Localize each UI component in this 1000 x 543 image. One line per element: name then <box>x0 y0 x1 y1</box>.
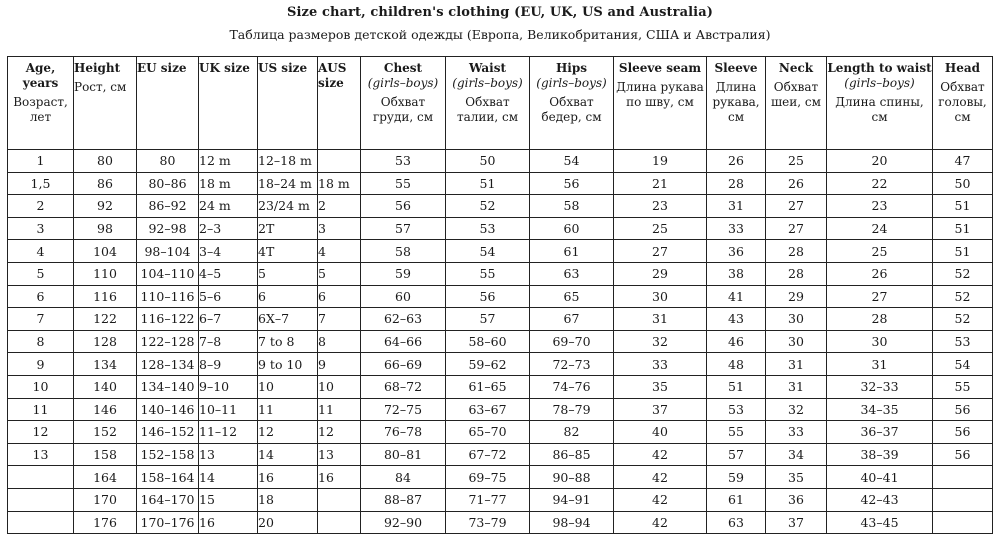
cell-uk-size: 10–11 <box>199 398 258 421</box>
cell-height: 134 <box>74 353 137 376</box>
cell-uk-size: 8–9 <box>199 353 258 376</box>
cell-aus-size: 4 <box>318 240 361 263</box>
header-length-to-waist: Length to waist (girls–boys) Длина спины, см <box>827 57 933 150</box>
cell-head: 52 <box>933 308 993 331</box>
cell-waist: 53 <box>446 217 530 240</box>
cell-head: 51 <box>933 217 993 240</box>
cell-sleeve: 38 <box>707 262 766 285</box>
cell-hips: 54 <box>530 150 614 173</box>
cell-aus-size: 6 <box>318 285 361 308</box>
cell-eu-size: 170–176 <box>137 511 199 534</box>
cell-sleeve: 26 <box>707 150 766 173</box>
cell-aus-size: 3 <box>318 217 361 240</box>
cell-sleeve-seam: 19 <box>614 150 707 173</box>
table-row <box>8 488 993 511</box>
cell-aus-size: 2 <box>318 195 361 218</box>
cell-eu-size: 146–152 <box>137 421 199 444</box>
cell-head <box>933 466 993 489</box>
cell-age: 2 <box>8 195 74 218</box>
cell-chest: 64–66 <box>361 330 446 353</box>
cell-height: 86 <box>74 172 137 195</box>
cell-head: 51 <box>933 195 993 218</box>
header-chest: Chest (girls–boys) Обхват груди, см <box>361 57 446 150</box>
cell-waist: 73–79 <box>446 511 530 534</box>
cell-height: 116 <box>74 285 137 308</box>
table-row <box>8 443 993 466</box>
cell-sleeve-seam: 23 <box>614 195 707 218</box>
table-row <box>8 195 993 218</box>
cell-length-to-waist: 20 <box>827 150 933 173</box>
cell-sleeve-seam: 42 <box>614 443 707 466</box>
cell-age: 10 <box>8 375 74 398</box>
cell-age: 13 <box>8 443 74 466</box>
cell-us-size: 16 <box>258 466 318 489</box>
cell-sleeve-seam: 37 <box>614 398 707 421</box>
cell-age <box>8 466 74 489</box>
cell-neck: 31 <box>766 375 827 398</box>
cell-eu-size: 104–110 <box>137 262 199 285</box>
cell-uk-size: 3–4 <box>199 240 258 263</box>
cell-us-size: 11 <box>258 398 318 421</box>
header-height: Height Рост, см <box>74 57 137 150</box>
cell-height: 98 <box>74 217 137 240</box>
cell-aus-size: 8 <box>318 330 361 353</box>
table-row <box>8 398 993 421</box>
table-row <box>8 330 993 353</box>
cell-neck: 26 <box>766 172 827 195</box>
table-row <box>8 285 993 308</box>
cell-us-size: 6X–7 <box>258 308 318 331</box>
cell-waist: 65–70 <box>446 421 530 444</box>
header-sleeve-seam: Sleeve seam Длина рукава по шву, см <box>614 57 707 150</box>
cell-height: 122 <box>74 308 137 331</box>
cell-height: 104 <box>74 240 137 263</box>
cell-head <box>933 511 993 534</box>
cell-sleeve-seam: 25 <box>614 217 707 240</box>
cell-height: 152 <box>74 421 137 444</box>
table-row <box>8 150 993 173</box>
cell-sleeve-seam: 21 <box>614 172 707 195</box>
cell-us-size: 18–24 m <box>258 172 318 195</box>
cell-height: 158 <box>74 443 137 466</box>
header-neck: Neck Обхват шеи, см <box>766 57 827 150</box>
cell-neck: 28 <box>766 262 827 285</box>
cell-height: 92 <box>74 195 137 218</box>
table-row <box>8 421 993 444</box>
cell-uk-size: 11–12 <box>199 421 258 444</box>
table-row <box>8 217 993 240</box>
cell-sleeve: 31 <box>707 195 766 218</box>
cell-hips: 98–94 <box>530 511 614 534</box>
cell-length-to-waist: 26 <box>827 262 933 285</box>
cell-age: 7 <box>8 308 74 331</box>
cell-waist: 50 <box>446 150 530 173</box>
cell-length-to-waist: 34–35 <box>827 398 933 421</box>
cell-sleeve: 57 <box>707 443 766 466</box>
cell-neck: 30 <box>766 330 827 353</box>
cell-length-to-waist: 23 <box>827 195 933 218</box>
cell-uk-size: 18 m <box>199 172 258 195</box>
cell-sleeve: 28 <box>707 172 766 195</box>
table-row <box>8 466 993 489</box>
cell-age: 9 <box>8 353 74 376</box>
cell-chest: 59 <box>361 262 446 285</box>
cell-sleeve-seam: 42 <box>614 488 707 511</box>
cell-aus-size: 11 <box>318 398 361 421</box>
cell-uk-size: 24 m <box>199 195 258 218</box>
cell-age: 11 <box>8 398 74 421</box>
cell-neck: 37 <box>766 511 827 534</box>
cell-neck: 36 <box>766 488 827 511</box>
cell-us-size: 2T <box>258 217 318 240</box>
cell-uk-size: 6–7 <box>199 308 258 331</box>
cell-chest: 76–78 <box>361 421 446 444</box>
header-hips: Hips (girls–boys) Обхват бедер, см <box>530 57 614 150</box>
cell-sleeve: 63 <box>707 511 766 534</box>
cell-eu-size: 80 <box>137 150 199 173</box>
cell-sleeve-seam: 35 <box>614 375 707 398</box>
cell-uk-size: 7–8 <box>199 330 258 353</box>
cell-eu-size: 98–104 <box>137 240 199 263</box>
cell-sleeve: 55 <box>707 421 766 444</box>
cell-eu-size: 80–86 <box>137 172 199 195</box>
header-us-size: US size <box>258 57 318 150</box>
cell-aus-size: 10 <box>318 375 361 398</box>
cell-us-size: 7 to 8 <box>258 330 318 353</box>
cell-waist: 58–60 <box>446 330 530 353</box>
cell-head: 55 <box>933 375 993 398</box>
cell-height: 128 <box>74 330 137 353</box>
cell-head: 47 <box>933 150 993 173</box>
cell-chest: 80–81 <box>361 443 446 466</box>
cell-us-size: 18 <box>258 488 318 511</box>
table-row <box>8 511 993 534</box>
header-uk-size: UK size <box>199 57 258 150</box>
table-row <box>8 172 993 195</box>
cell-uk-size: 5–6 <box>199 285 258 308</box>
cell-waist: 54 <box>446 240 530 263</box>
cell-head <box>933 488 993 511</box>
table-row <box>8 375 993 398</box>
cell-neck: 27 <box>766 217 827 240</box>
cell-sleeve-seam: 33 <box>614 353 707 376</box>
cell-neck: 31 <box>766 353 827 376</box>
cell-hips: 72–73 <box>530 353 614 376</box>
cell-neck: 33 <box>766 421 827 444</box>
cell-waist: 67–72 <box>446 443 530 466</box>
cell-uk-size: 2–3 <box>199 217 258 240</box>
cell-sleeve: 53 <box>707 398 766 421</box>
cell-sleeve: 46 <box>707 330 766 353</box>
cell-sleeve-seam: 31 <box>614 308 707 331</box>
cell-eu-size: 152–158 <box>137 443 199 466</box>
cell-sleeve-seam: 29 <box>614 262 707 285</box>
cell-neck: 35 <box>766 466 827 489</box>
cell-uk-size: 13 <box>199 443 258 466</box>
cell-eu-size: 140–146 <box>137 398 199 421</box>
cell-head: 50 <box>933 172 993 195</box>
cell-hips: 58 <box>530 195 614 218</box>
cell-age: 3 <box>8 217 74 240</box>
cell-hips: 69–70 <box>530 330 614 353</box>
cell-sleeve-seam: 42 <box>614 466 707 489</box>
cell-height: 110 <box>74 262 137 285</box>
cell-length-to-waist: 36–37 <box>827 421 933 444</box>
cell-height: 140 <box>74 375 137 398</box>
cell-head: 52 <box>933 262 993 285</box>
cell-chest: 88–87 <box>361 488 446 511</box>
cell-length-to-waist: 30 <box>827 330 933 353</box>
cell-length-to-waist: 31 <box>827 353 933 376</box>
cell-chest: 60 <box>361 285 446 308</box>
page-title: Size chart, children's clothing (EU, UK, US and Australia) <box>287 5 713 20</box>
cell-sleeve-seam: 40 <box>614 421 707 444</box>
cell-eu-size: 122–128 <box>137 330 199 353</box>
cell-hips: 78–79 <box>530 398 614 421</box>
header-eu-size: EU size <box>137 57 199 150</box>
table-row <box>8 240 993 263</box>
cell-waist: 71–77 <box>446 488 530 511</box>
cell-aus-size <box>318 488 361 511</box>
cell-hips: 90–88 <box>530 466 614 489</box>
cell-waist: 51 <box>446 172 530 195</box>
cell-sleeve: 43 <box>707 308 766 331</box>
cell-head: 54 <box>933 353 993 376</box>
cell-length-to-waist: 42–43 <box>827 488 933 511</box>
cell-length-to-waist: 22 <box>827 172 933 195</box>
header-aus-size: AUS size <box>318 57 361 150</box>
header-age: Age, years Возраст, лет <box>8 57 74 150</box>
cell-hips: 86–85 <box>530 443 614 466</box>
cell-length-to-waist: 43–45 <box>827 511 933 534</box>
cell-chest: 92–90 <box>361 511 446 534</box>
cell-age: 1,5 <box>8 172 74 195</box>
cell-height: 80 <box>74 150 137 173</box>
cell-eu-size: 116–122 <box>137 308 199 331</box>
cell-age <box>8 488 74 511</box>
cell-sleeve-seam: 42 <box>614 511 707 534</box>
header-row <box>8 57 993 150</box>
cell-waist: 63–67 <box>446 398 530 421</box>
cell-hips: 94–91 <box>530 488 614 511</box>
cell-uk-size: 14 <box>199 466 258 489</box>
cell-aus-size: 13 <box>318 443 361 466</box>
page-subtitle: Таблица размеров детской одежды (Европа, Великобритания, США и Австралия) <box>229 27 771 42</box>
cell-height: 176 <box>74 511 137 534</box>
cell-eu-size: 164–170 <box>137 488 199 511</box>
cell-us-size: 5 <box>258 262 318 285</box>
cell-eu-size: 158–164 <box>137 466 199 489</box>
cell-waist: 59–62 <box>446 353 530 376</box>
cell-us-size: 12–18 m <box>258 150 318 173</box>
cell-eu-size: 86–92 <box>137 195 199 218</box>
cell-chest: 57 <box>361 217 446 240</box>
cell-waist: 56 <box>446 285 530 308</box>
cell-us-size: 12 <box>258 421 318 444</box>
cell-sleeve-seam: 30 <box>614 285 707 308</box>
cell-aus-size: 5 <box>318 262 361 285</box>
cell-aus-size: 16 <box>318 466 361 489</box>
header-waist: Waist (girls–boys) Обхват талии, см <box>446 57 530 150</box>
cell-sleeve: 51 <box>707 375 766 398</box>
cell-hips: 56 <box>530 172 614 195</box>
cell-aus-size: 18 m <box>318 172 361 195</box>
cell-length-to-waist: 25 <box>827 240 933 263</box>
cell-head: 56 <box>933 398 993 421</box>
table-row <box>8 308 993 331</box>
cell-hips: 60 <box>530 217 614 240</box>
cell-waist: 61–65 <box>446 375 530 398</box>
cell-length-to-waist: 28 <box>827 308 933 331</box>
cell-eu-size: 128–134 <box>137 353 199 376</box>
cell-head: 56 <box>933 443 993 466</box>
cell-chest: 68–72 <box>361 375 446 398</box>
cell-neck: 25 <box>766 150 827 173</box>
cell-uk-size: 12 m <box>199 150 258 173</box>
cell-sleeve: 36 <box>707 240 766 263</box>
cell-chest: 53 <box>361 150 446 173</box>
cell-us-size: 20 <box>258 511 318 534</box>
cell-aus-size <box>318 150 361 173</box>
cell-age: 6 <box>8 285 74 308</box>
cell-uk-size: 16 <box>199 511 258 534</box>
cell-chest: 72–75 <box>361 398 446 421</box>
table-row <box>8 262 993 285</box>
cell-hips: 63 <box>530 262 614 285</box>
header-head: Head Обхват головы, см <box>933 57 993 150</box>
cell-sleeve: 59 <box>707 466 766 489</box>
cell-age <box>8 511 74 534</box>
cell-sleeve: 48 <box>707 353 766 376</box>
cell-waist: 55 <box>446 262 530 285</box>
cell-hips: 74–76 <box>530 375 614 398</box>
cell-age: 8 <box>8 330 74 353</box>
cell-eu-size: 134–140 <box>137 375 199 398</box>
cell-neck: 30 <box>766 308 827 331</box>
cell-hips: 67 <box>530 308 614 331</box>
cell-neck: 28 <box>766 240 827 263</box>
cell-neck: 34 <box>766 443 827 466</box>
header-sleeve: Sleeve Длина рукава, см <box>707 57 766 150</box>
cell-chest: 55 <box>361 172 446 195</box>
cell-eu-size: 110–116 <box>137 285 199 308</box>
cell-us-size: 4T <box>258 240 318 263</box>
cell-length-to-waist: 27 <box>827 285 933 308</box>
cell-length-to-waist: 24 <box>827 217 933 240</box>
cell-head: 56 <box>933 421 993 444</box>
cell-head: 52 <box>933 285 993 308</box>
cell-hips: 82 <box>530 421 614 444</box>
cell-head: 53 <box>933 330 993 353</box>
cell-height: 146 <box>74 398 137 421</box>
cell-waist: 69–75 <box>446 466 530 489</box>
cell-us-size: 6 <box>258 285 318 308</box>
cell-length-to-waist: 40–41 <box>827 466 933 489</box>
cell-uk-size: 9–10 <box>199 375 258 398</box>
size-table <box>7 56 993 534</box>
cell-aus-size: 9 <box>318 353 361 376</box>
cell-age: 4 <box>8 240 74 263</box>
cell-age: 1 <box>8 150 74 173</box>
cell-chest: 66–69 <box>361 353 446 376</box>
cell-neck: 29 <box>766 285 827 308</box>
cell-age: 12 <box>8 421 74 444</box>
cell-aus-size: 12 <box>318 421 361 444</box>
cell-us-size: 10 <box>258 375 318 398</box>
cell-hips: 65 <box>530 285 614 308</box>
cell-eu-size: 92–98 <box>137 217 199 240</box>
cell-waist: 52 <box>446 195 530 218</box>
cell-neck: 27 <box>766 195 827 218</box>
cell-aus-size: 7 <box>318 308 361 331</box>
cell-neck: 32 <box>766 398 827 421</box>
cell-sleeve-seam: 27 <box>614 240 707 263</box>
cell-chest: 62–63 <box>361 308 446 331</box>
cell-us-size: 9 to 10 <box>258 353 318 376</box>
cell-sleeve-seam: 32 <box>614 330 707 353</box>
cell-sleeve: 61 <box>707 488 766 511</box>
cell-aus-size <box>318 511 361 534</box>
cell-hips: 61 <box>530 240 614 263</box>
cell-us-size: 14 <box>258 443 318 466</box>
cell-us-size: 23/24 m <box>258 195 318 218</box>
cell-height: 164 <box>74 466 137 489</box>
table-row <box>8 353 993 376</box>
cell-age: 5 <box>8 262 74 285</box>
cell-chest: 56 <box>361 195 446 218</box>
cell-sleeve: 33 <box>707 217 766 240</box>
cell-uk-size: 4–5 <box>199 262 258 285</box>
cell-chest: 84 <box>361 466 446 489</box>
cell-length-to-waist: 32–33 <box>827 375 933 398</box>
cell-waist: 57 <box>446 308 530 331</box>
cell-height: 170 <box>74 488 137 511</box>
cell-uk-size: 15 <box>199 488 258 511</box>
cell-length-to-waist: 38–39 <box>827 443 933 466</box>
cell-sleeve: 41 <box>707 285 766 308</box>
table-body <box>8 150 993 534</box>
cell-chest: 58 <box>361 240 446 263</box>
cell-head: 51 <box>933 240 993 263</box>
